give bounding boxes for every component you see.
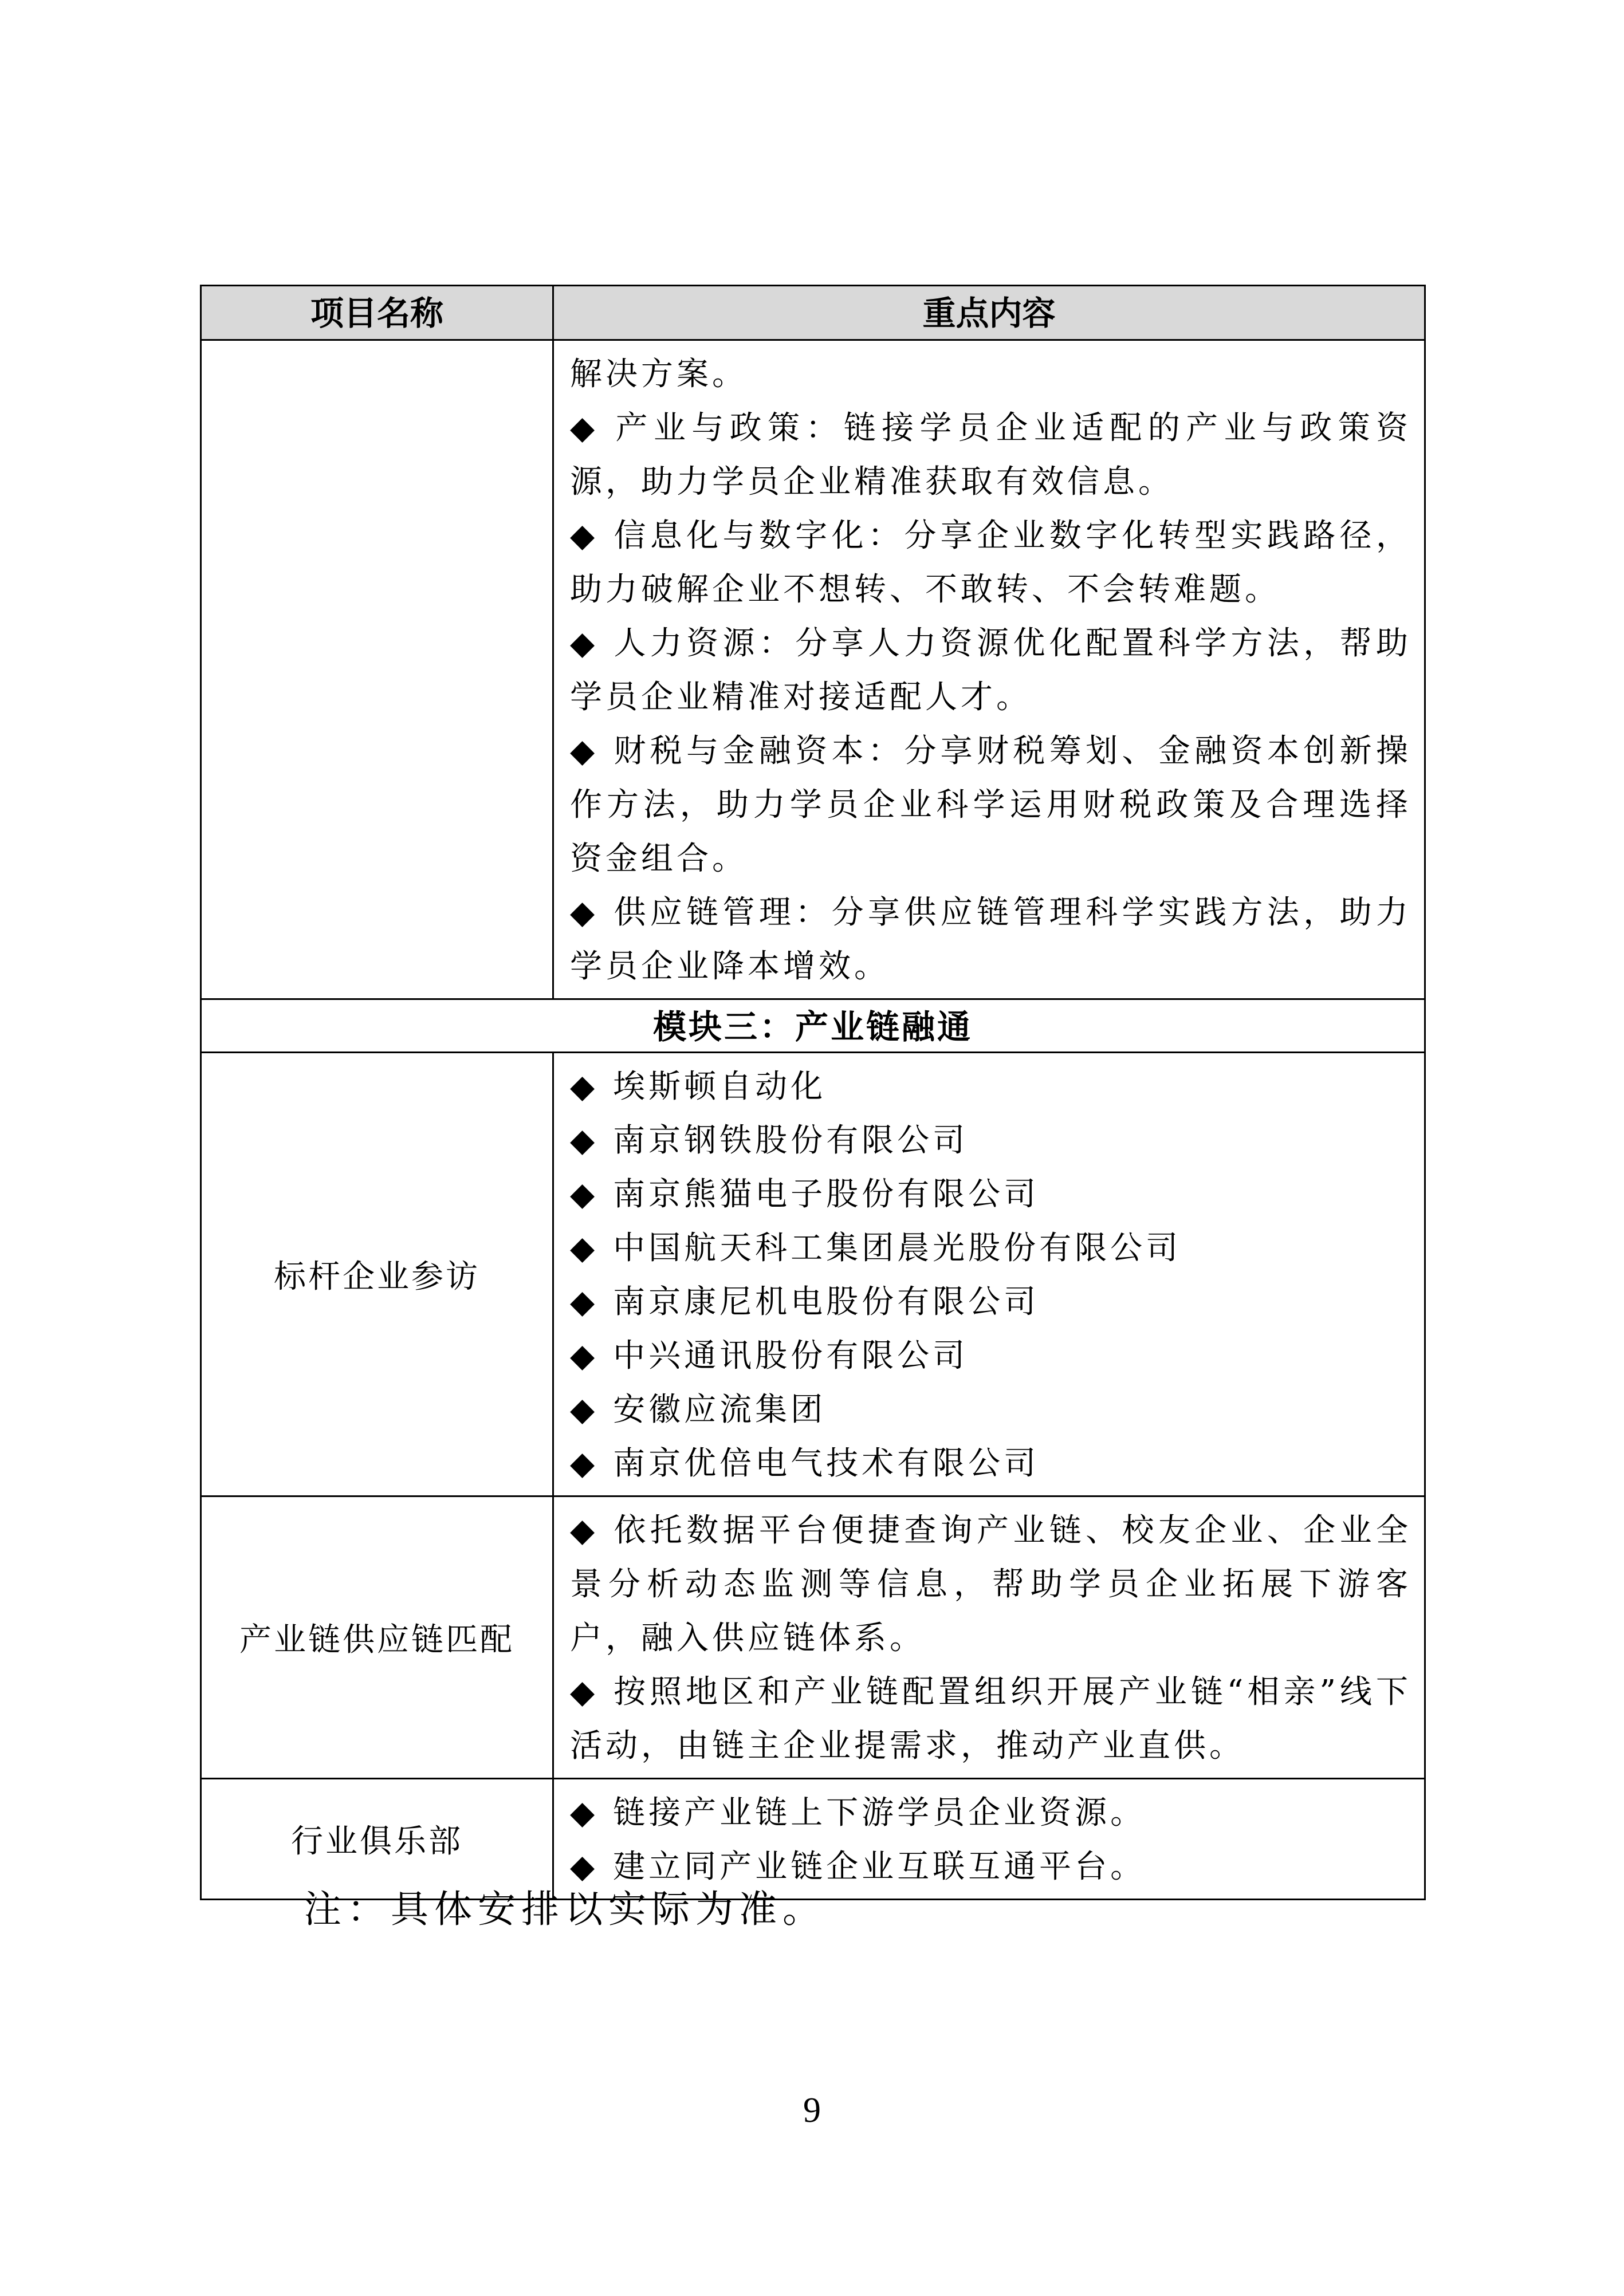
table-row: [201, 1496, 1425, 1779]
program-table: [200, 285, 1426, 1900]
table-row: [201, 1053, 1425, 1496]
content-line: 解决方案。: [570, 356, 748, 393]
list-item: ◆ 中兴通讯股份有限公司: [570, 1329, 1411, 1383]
list-item: ◆ 南京熊猫电子股份有限公司: [570, 1168, 1411, 1222]
page-number: 9: [803, 2091, 821, 2130]
content-line: ◆ 财税与金融资本：分享财税筹划、金融资本创新操作方法，助力学员企业科学运用财税政策及合理选择资金组合。: [570, 724, 1411, 886]
list-item: ◆ 南京康尼机电股份有限公司: [570, 1275, 1411, 1329]
row-name-supply-chain-matching: 产业链供应链匹配: [201, 1496, 553, 1779]
list-item: ◆ 按照地区和产业链配置组织开展产业链“相亲”线下活动，由链主企业提需求，推动产业直供。: [570, 1665, 1411, 1773]
list-item: ◆ 南京优倍电气技术有限公司: [570, 1437, 1411, 1491]
row-name-benchmark-visit: 标杆企业参访: [201, 1053, 553, 1496]
content-cell: [553, 340, 1425, 999]
list-item: ◆ 南京钢铁股份有限公司: [570, 1114, 1411, 1168]
content-line: ◆ 人力资源：分享人力资源优化配置科学方法，帮助学员企业精准对接适配人才。: [570, 617, 1411, 724]
content-line: ◆ 产业与政策：链接学员企业适配的产业与政策资源，助力学员企业精准获取有效信息。: [570, 401, 1411, 509]
footnote: 注：具体安排以实际为准。: [304, 1887, 826, 1931]
header-project-name: 项目名称: [201, 286, 553, 340]
list-item: ◆ 中国航天科工集团晨光股份有限公司: [570, 1222, 1411, 1275]
content-cell: [553, 1496, 1425, 1779]
row-name-industry-club: 行业俱乐部: [201, 1779, 553, 1900]
list-item: ◆ 埃斯顿自动化: [570, 1060, 1411, 1114]
list-item: ◆ 建立同产业链企业互联互通平台。: [570, 1840, 1411, 1894]
module-title-row: [201, 999, 1425, 1053]
list-item: ◆ 链接产业链上下游学员企业资源。: [570, 1786, 1411, 1840]
header-key-content: 重点内容: [553, 286, 1425, 340]
table-row-continued: [201, 340, 1425, 999]
content-line: ◆ 信息化与数字化：分享企业数字化转型实践路径，助力破解企业不想转、不敢转、不会转难题。: [570, 509, 1411, 617]
empty-name-cell: [201, 340, 553, 999]
content-line: ◆ 供应链管理：分享供应链管理科学实践方法，助力学员企业降本增效。: [570, 886, 1411, 994]
module-title: 模块三：产业链融通: [201, 999, 1425, 1053]
table-header-row: [201, 286, 1425, 340]
list-item: ◆ 依托数据平台便捷查询产业链、校友企业、企业全景分析动态监测等信息，帮助学员企业拓展下游客户，融入供应链体系。: [570, 1504, 1411, 1665]
list-item: ◆ 安徽应流集团: [570, 1383, 1411, 1437]
content-cell: [553, 1053, 1425, 1496]
